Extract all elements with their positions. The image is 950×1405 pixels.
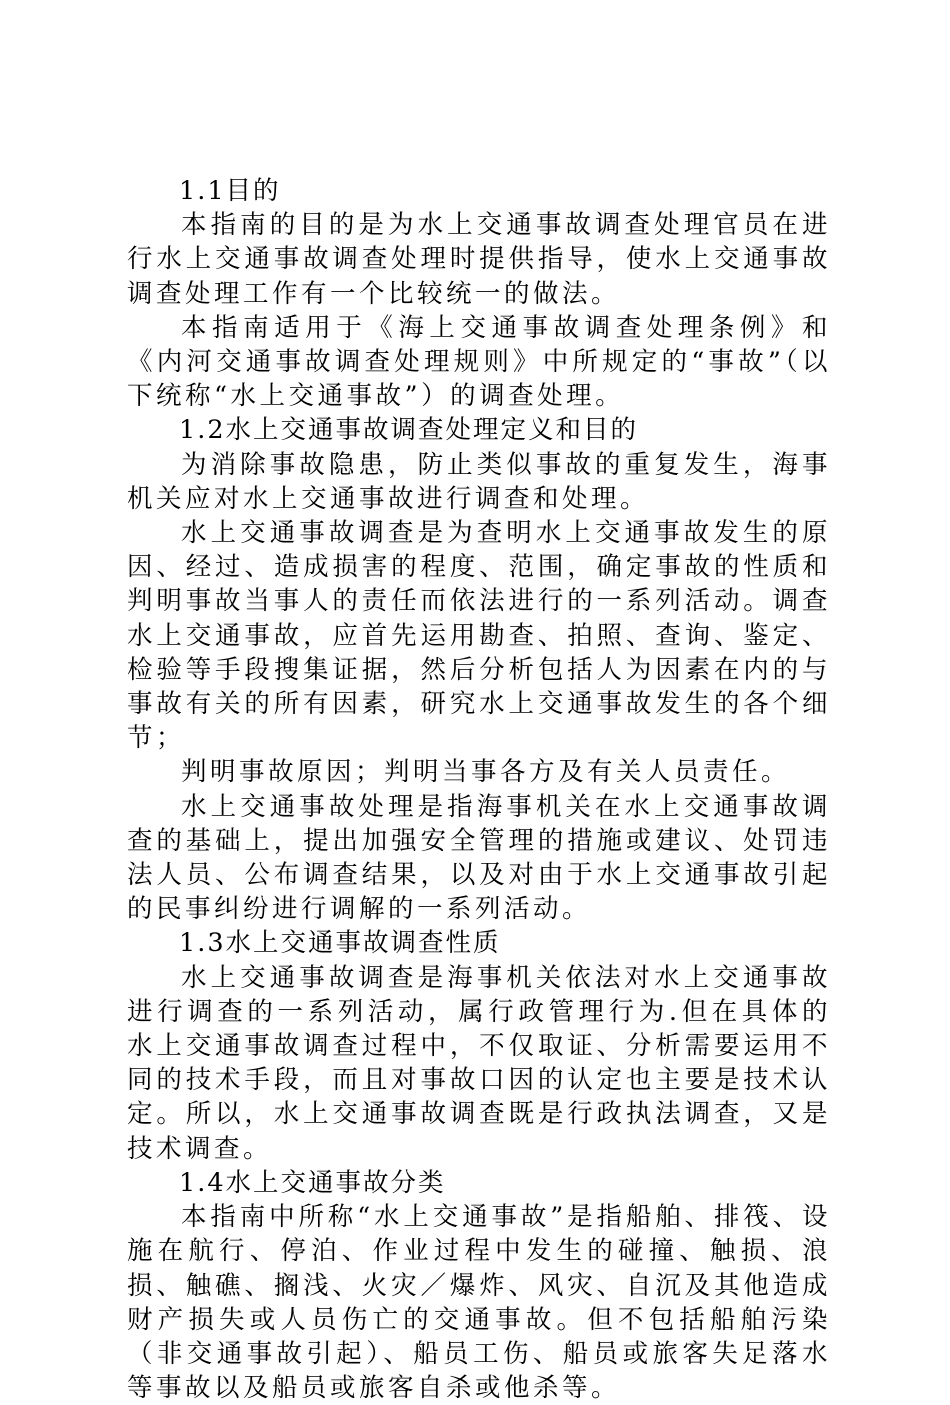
document-body [127, 174, 831, 1405]
paragraph-purpose: 本指南的目的是为水上交通事故调查处理官员在进行水上交通事故调查处理时提供指导，使水上交通事故调查处理工作有一个比较统一的做法。 [127, 210, 831, 309]
paragraph-accident-classification: 本指南中所称“水上交通事故”是指船舶、排筏、设施在航行、停泊、作业过程中发生的碰撞、触损、浪损、触礁、搁浅、火灾／爆炸、风灾、自沉及其他造成财产损失或人员伤亡的交通事故。但不包括船舶污染（非交通事故引起）、船员工伤、船员或旅客失足落水等事故以及船员或旅客自杀或他杀等。 [127, 1202, 831, 1404]
paragraph-determine-cause: 判明事故原因；判明当事各方及有关人员责任。 [181, 757, 791, 788]
section-heading-1-2: 1.2水上交通事故调查处理定义和目的 [179, 415, 639, 446]
paragraph-scope: 本指南适用于《海上交通事故调查处理条例》和《内河交通事故调查处理规则》中所规定的“事故”（以下统称“水上交通事故”）的调查处理。 [127, 312, 831, 412]
paragraph-investigation-nature: 水上交通事故调查是海事机关依法对水上交通事故进行调查的一系列活动，属行政管理行为.但在具体的水上交通事故调查过程中，不仅取证、分析需要运用不同的技术手段，而且对事故口因的认定也主要是技术认定。所以，水上交通事故调查既是行政执法调查，又是技术调查。 [127, 962, 831, 1164]
section-heading-1-4: 1.4水上交通事故分类 [179, 1167, 446, 1198]
section-heading-1-1: 1.1目的 [179, 176, 281, 206]
paragraph-handling-definition: 水上交通事故处理是指海事机关在水上交通事故调查的基础上，提出加强安全管理的措施或建议、处罚违法人员、公布调查结果，以及对由于水上交通事故引起的民事纠纷进行调解的一系列活动。 [127, 791, 831, 925]
paragraph-investigation-definition: 水上交通事故调查是为查明水上交通事故发生的原因、经过、造成损害的程度、范围，确定事故的性质和判明事故当事人的责任而依法进行的一系列活动。调查水上交通事故，应首先运用勘查、拍照、查询、鉴定、检验等手段搜集证据，然后分析包括人为因素在内的与事故有关的所有因素，研究水上交通事故发生的各个细节； [127, 518, 831, 754]
paragraph-prevention: 为消除事故隐患，防止类似事故的重复发生，海事机关应对水上交通事故进行调查和处理。 [127, 449, 831, 514]
section-heading-1-3: 1.3水上交通事故调查性质 [179, 928, 501, 959]
